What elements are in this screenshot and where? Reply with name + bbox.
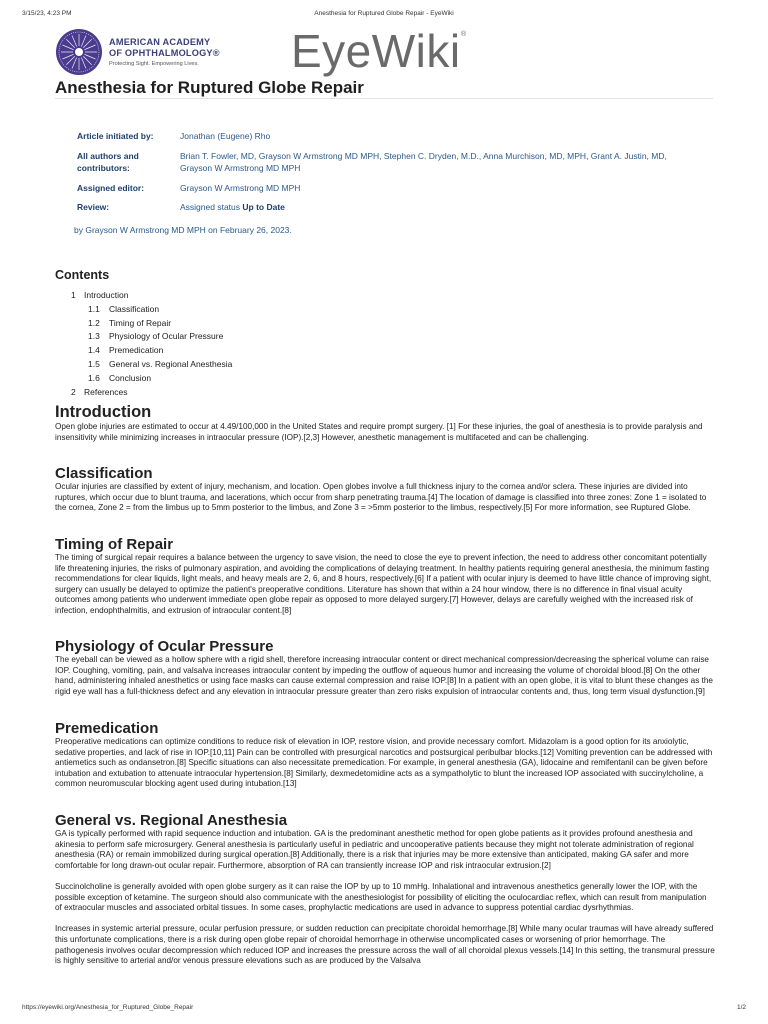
page-title: Anesthesia for Ruptured Globe Repair	[55, 78, 364, 97]
info-row	[77, 182, 677, 195]
print-page-title: Anesthesia for Ruptured Globe Repair - EyeWiki	[314, 10, 454, 17]
toc-item-classification[interactable]	[71, 303, 232, 317]
info-value-link[interactable]: Brian T. Fowler, MD, Grayson W Armstrong MD MPH, Stephen C. Dryden, M.D., Anna Murchison, MD, MPH, Grant A. Justin, MD, Grayson W Armstrong MD MPH	[180, 150, 667, 173]
org-line-2: OF OPHTHALMOLOGY®	[109, 47, 220, 58]
section-paragraph: Succinolcholine is generally avoided with open globe surgery as it can raise the IOP by up to 10 mmHg. Inhalational and intravenous anesthetics generally lower the IOP, with the possible exception of ketamine. The surgeon should also communicate with the anesthesiologist for possibility of eliciting the oculocardiac reflex, which can result from manipulation of extraocular muscles and associated orbital tissues. In some cases, prophylactic medications are used in advance to suppress potential cardiac dysrhythmias.	[55, 881, 707, 913]
toc-label: References	[84, 386, 128, 397]
section-paragraph: Preoperative medications can optimize conditions to reduce risk of elevation in IOP, restore vision, and provide necessary comfort. Midazolam is a good option for its anxiolytic, sedative properties, and lack of rise in IOP.[10,11] Pain can be controlled with presurgical narcotics and postsurgical peribulbar blocks.[12] Vomiting prevention can be addressed with antiemetics such as ondansetron.[8] Specific situations can also necessitate premedication. For example, in general anesthesia (GA), lidocaine and remifentanil can be given before intubation and extubation to attenuate intraocular hypertension.[8] Similarly, dexmedetomidine acts as a sympatholytic to blunt the increased IOP associated with succinylcholine, a common neuromuscular blocking agent used during intubation.[13]	[55, 737, 713, 789]
aao-seal-icon	[55, 28, 103, 76]
org-line-1: AMERICAN ACADEMY	[109, 37, 211, 47]
section-general-regional	[55, 812, 715, 967]
section-introduction	[55, 403, 715, 443]
toc-item-general-regional[interactable]	[71, 358, 232, 372]
toc-number: 1.2	[88, 317, 100, 328]
site-logo[interactable]	[55, 26, 475, 76]
section-paragraph: The timing of surgical repair requires a balance between the urgency to save vision, the need to close the eye to prevent infection, the need to address other concomitant potentially life threatening injuries, the risks of pulmonary aspiration, and avoiding the complications of delaying treatment. In healthy patients requiring general anesthesia, the minimum fasting recommendations for clear liquids, light meals, and heavy meals are 2, 6, and 8 hours, respectively.[6] If a patient with ocular injury is deemed to have little chance of improving sight, surgery can usually be delayed to optimize the patient's preoperative conditions. Literature has shown that within a 24 hour window, there is no difference in final visual acuity outcomes among patients who underwent immediate open globe repair as opposed to more delayed surgery.[7] However, delays are carefully weighed with the increased risk of infection, endophthalmitis, and extrusion of intraocular content.[8]	[55, 553, 712, 615]
section-classification	[55, 465, 715, 514]
page-number: 1/2	[736, 1004, 746, 1011]
section-paragraph: GA is typically performed with rapid sequence induction and intubation. GA is the predominant anesthetic method for open globe patients as it provides profound anesthesia and akinesia to perform safe microsurgery. General anesthesia is particularly useful in pediatric and uncooperative patients because they might not tolerate administration of regional anesthesia (RA) or remain immobilized during surgical operation.[8] Additionally, there is a risk that injuries may be more extensive than anticipated, making GA safer and more comfortable for long drawn-out ocular repair. Furthermore, absorption of RA can transiently increase IOP and risk intraocular extrusion.[2]	[55, 829, 694, 870]
toc-number: 1.1	[88, 303, 100, 314]
registered-mark: ®	[461, 31, 467, 38]
table-of-contents	[71, 289, 232, 399]
revision-byline[interactable]: by Grayson W Armstrong MD MPH on February 26, 2023.	[74, 225, 292, 235]
toc-item-premedication[interactable]	[71, 344, 232, 358]
info-row	[77, 130, 677, 143]
toc-number: 1.4	[88, 345, 100, 356]
toc-number: 1.5	[88, 358, 100, 369]
info-row	[77, 150, 677, 175]
section-paragraph: Increases in systemic arterial pressure, ocular perfusion pressure, or sudden reduction can precipitate choroidal hemorrhage.[8] While many ocular traumas will have already suffered this unfortunate complications, there is a risk during open globe repair of choroidal hemorrhage in otherwise uncomplicated cases or worsening of prior hemorrhage. The pathogenesis involves ocular decompression which reduced IOP and increases the pressure across the wall of all choroidal plexus vessels.[14] In this setting, the transmural pressure is highly sensitive to arterial and/or venous pressure elevations such as are produced by the Valsalva	[55, 924, 715, 966]
section-paragraph: The eyeball can be viewed as a hollow sphere with a rigid shell, therefore increasing intraocular content or direct mechanical compression/decreasing the spherical volume can raise IOP. Coughing, vomiting, pain, and valsalva increases intraocular content by impeding the outflow of aqueous humor and increasing the volume of choroidal blood.[8] On the other hand, administering inhaled anesthetics or using face masks can cause external compression and raise IOP.[8] In a patient with an open globe, it is vital to blunt these changes as the rigid eye wall has a full-thickness defect and any elevation in intraocular pressure greater than zero risks expulsion of intraocular contents and, thus, long term visual dysfunction.[9]	[55, 655, 713, 696]
info-row	[77, 201, 677, 214]
info-label: Article initiated by:	[77, 131, 154, 141]
section-heading: Introduction	[55, 403, 152, 421]
toc-label: Timing of Repair	[109, 317, 172, 328]
print-header	[22, 10, 746, 22]
org-name	[109, 37, 220, 70]
toc-label: Introduction	[84, 290, 129, 300]
section-premedication	[55, 720, 715, 790]
toc-label: Premedication	[109, 345, 164, 356]
info-label: All authors and contributors:	[77, 150, 139, 173]
print-date: 3/15/23, 4:23 PM	[22, 10, 72, 17]
toc-item-references[interactable]	[71, 386, 232, 400]
print-url: https://eyewiki.org/Anesthesia_for_Ruptured_Globe_Repair	[22, 1004, 194, 1011]
toc-item-timing[interactable]	[71, 317, 232, 331]
site-name: EyeWiki	[291, 25, 461, 77]
article-info	[77, 130, 677, 221]
section-timing	[55, 536, 715, 617]
section-heading: Physiology of Ocular Pressure	[55, 638, 274, 655]
toc-number: 1.3	[88, 331, 100, 342]
toc-number: 2	[71, 386, 76, 397]
section-heading: Classification	[55, 465, 153, 482]
print-footer	[22, 1004, 746, 1016]
toc-label: Physiology of Ocular Pressure	[109, 331, 224, 342]
review-status-value: Up to Date	[242, 202, 285, 212]
info-label: Assigned editor:	[77, 182, 145, 193]
info-label: Review:	[77, 202, 110, 212]
toc-label: Classification	[109, 303, 160, 314]
toc-number: 1	[71, 290, 76, 300]
info-value-link[interactable]: Grayson W Armstrong MD MPH	[180, 182, 301, 193]
org-tagline: Protecting Sight. Empowering Lives.	[109, 61, 199, 67]
section-paragraph: Open globe injuries are estimated to occur at 4.49/100,000 in the United States and require prompt surgery. [1] For these injuries, the goal of anesthesia is to provide paralysis and insensitivity while minimizing increases in intraocular pressure (IOP).[2,3] However, anesthetic management is multifaceted and can be challenging.	[55, 422, 703, 442]
title-divider	[55, 98, 713, 99]
review-prefix: Assigned status	[180, 202, 243, 212]
toc-number: 1.6	[88, 372, 100, 383]
toc-item-introduction[interactable]	[71, 289, 232, 303]
section-physiology	[55, 638, 715, 697]
section-heading: Timing of Repair	[55, 536, 174, 553]
review-status[interactable]	[180, 201, 285, 214]
toc-label: Conclusion	[109, 372, 152, 383]
section-heading: General vs. Regional Anesthesia	[55, 812, 288, 829]
contents-title: Contents	[55, 268, 110, 282]
toc-item-physiology[interactable]	[71, 330, 232, 344]
info-value-link[interactable]: Jonathan (Eugene) Rho	[180, 131, 271, 141]
toc-item-conclusion[interactable]	[71, 372, 232, 386]
toc-label: General vs. Regional Anesthesia	[109, 358, 233, 369]
section-paragraph: Ocular injuries are classified by extent of injury, mechanism, and location. Open globes involve a full thickness injury to the cornea and/or sclera. These injuries are divided into ruptures, which occur due to blunt trauma, and lacerations, which occur from sharp penetrating trauma.[4] The location of damage is classified into three zones: Zone 1 = isolated to the cornea, Zone 2 = from the limbus up to 5mm posterior to the limbus, and Zone 3 = >5mm posterior to the limbus, respectively.[5] For more information, see Ruptured Globe.	[55, 482, 707, 513]
section-heading: Premedication	[55, 720, 159, 737]
